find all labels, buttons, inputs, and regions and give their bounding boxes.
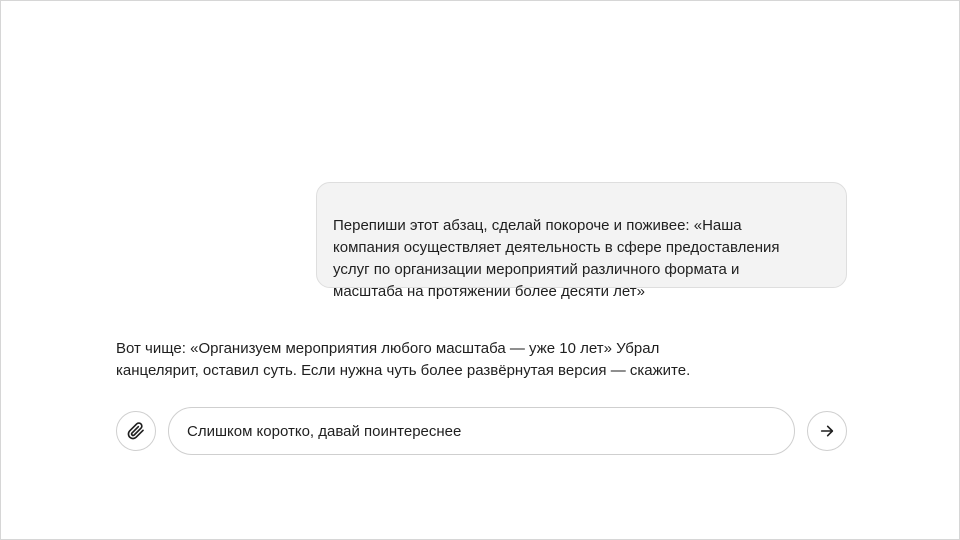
send-button[interactable] xyxy=(807,411,847,451)
assistant-message-text: Вот чище: «Организуем мероприятия любого масштаба — уже 10 лет» Убрал канцелярит, оставил суть. Если нужна чуть более развёрнутая версия — скажите. xyxy=(116,339,691,379)
assistant-message xyxy=(116,315,756,383)
user-message-bubble xyxy=(316,182,847,300)
attach-button[interactable] xyxy=(116,411,156,451)
paperclip-icon xyxy=(127,422,145,440)
arrow-right-icon xyxy=(819,423,835,439)
user-message-text: Перепиши этот абзац, сделай покороче и поживее: «Наша компания осуществляет деятельность в сфере предоставления услуг по организации мероприятий различного формата и масштаба на протяжении более десяти лет» xyxy=(333,217,780,300)
message-input-container xyxy=(168,407,795,455)
message-input[interactable] xyxy=(169,408,794,454)
